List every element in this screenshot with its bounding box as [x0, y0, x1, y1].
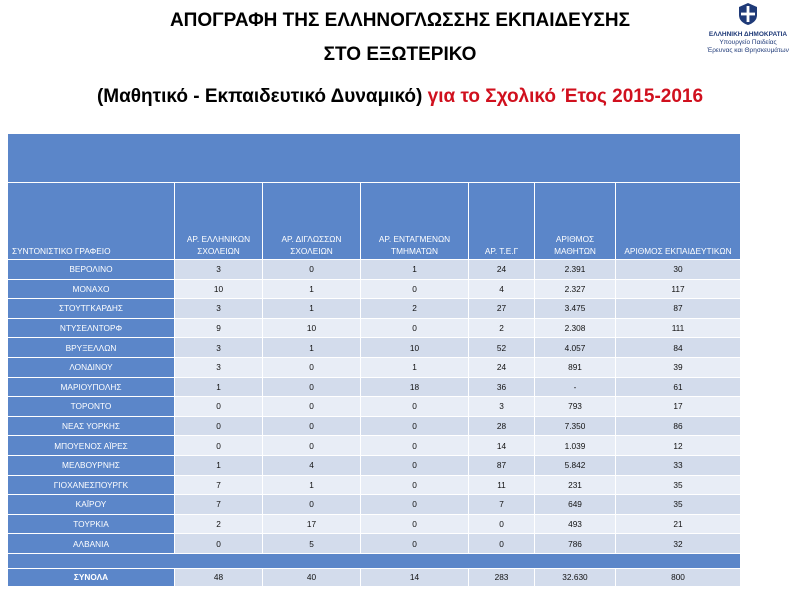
teachers-cell: 84 [616, 338, 741, 358]
greek-schools-cell: 3 [175, 357, 263, 377]
bilingual-schools-cell: 1 [263, 338, 361, 358]
office-name-cell: ΤΟΥΡΚΙΑ [8, 514, 175, 534]
office-name-cell: ΣΤΟΥΤΓΚΑΡΔΗΣ [8, 299, 175, 319]
teg-cell: 24 [469, 357, 535, 377]
logo-text-line-2: Υπουργείο Παιδείας [719, 39, 777, 46]
greek-schools-cell: 0 [175, 397, 263, 417]
subtitle-black-part: (Μαθητικό - Εκπαιδευτικό Δυναμικό) [96, 86, 423, 107]
students-cell: 2.308 [535, 318, 616, 338]
table-spacer [8, 553, 741, 568]
integrated-classes-cell: 0 [361, 475, 469, 495]
statistics-table [7, 133, 741, 587]
integrated-classes-cell: 10 [361, 338, 469, 358]
table-row [8, 514, 741, 534]
teachers-cell: 12 [616, 436, 741, 456]
page-subtitle [0, 86, 800, 108]
column-header-greek-schools: ΑΡ. ΕΛΛΗΝΙΚΩΝ ΣΧΟΛΕΙΩΝ [175, 183, 263, 260]
teg-cell: 0 [469, 534, 535, 554]
teachers-cell: 86 [616, 416, 741, 436]
subtitle-red-part: για το Σχολικό Έτος 2015-2016 [427, 86, 704, 107]
totals-label: ΣΥΝΟΛΑ [8, 568, 175, 586]
teachers-cell: 39 [616, 357, 741, 377]
office-name-cell: ΚΑΪΡΟΥ [8, 495, 175, 515]
column-header-teachers: ΑΡΙΘΜΟΣ ΕΚΠΑΙΔΕΥΤΙΚΩΝ [616, 183, 741, 260]
integrated-classes-cell: 0 [361, 416, 469, 436]
page-title-line-1: ΑΠΟΓΡΑΦΗ ΤΗΣ ΕΛΛΗΝΟΓΛΩΣΣΗΣ ΕΚΠΑΙΔΕΥΣΗΣ [169, 10, 631, 31]
total-teachers-cell: 800 [616, 568, 741, 586]
students-cell: 231 [535, 475, 616, 495]
greek-schools-cell: 7 [175, 495, 263, 515]
total-bilingual-schools-cell: 40 [263, 568, 361, 586]
teg-cell: 2 [469, 318, 535, 338]
teachers-cell: 61 [616, 377, 741, 397]
office-name-cell: ΛΟΝΔΙΝΟΥ [8, 357, 175, 377]
table-row [8, 416, 741, 436]
table-row [8, 260, 741, 280]
table-row [8, 495, 741, 515]
integrated-classes-cell: 1 [361, 260, 469, 280]
teg-cell: 28 [469, 416, 535, 436]
greek-schools-cell: 0 [175, 416, 263, 436]
integrated-classes-cell: 18 [361, 377, 469, 397]
greek-schools-cell: 9 [175, 318, 263, 338]
office-name-cell: ΤΟΡΟΝΤΟ [8, 397, 175, 417]
totals-row [8, 568, 741, 586]
students-cell: 2.327 [535, 279, 616, 299]
column-header-bilingual-schools: ΑΡ. ΔΙΓΛΩΣΣΩΝ ΣΧΟΛΕΙΩΝ [263, 183, 361, 260]
table-row [8, 475, 741, 495]
greek-schools-cell: 1 [175, 455, 263, 475]
greek-schools-cell: 3 [175, 338, 263, 358]
integrated-classes-cell: 0 [361, 455, 469, 475]
logo-text-line-1: ΕΛΛΗΝΙΚΗ ΔΗΜΟΚΡΑΤΙΑ [708, 31, 788, 38]
teg-cell: 11 [469, 475, 535, 495]
greek-schools-cell: 1 [175, 377, 263, 397]
teachers-cell: 30 [616, 260, 741, 280]
greek-schools-cell: 3 [175, 260, 263, 280]
students-cell: 493 [535, 514, 616, 534]
bilingual-schools-cell: 1 [263, 299, 361, 319]
teg-cell: 27 [469, 299, 535, 319]
bilingual-schools-cell: 0 [263, 495, 361, 515]
teachers-cell: 35 [616, 495, 741, 515]
teachers-cell: 21 [616, 514, 741, 534]
table-banner-row [8, 134, 741, 183]
greek-schools-cell: 2 [175, 514, 263, 534]
bilingual-schools-cell: 0 [263, 377, 361, 397]
integrated-classes-cell: 0 [361, 495, 469, 515]
table-header-row [8, 183, 741, 260]
table-row [8, 455, 741, 475]
total-students-cell: 32.630 [535, 568, 616, 586]
students-cell: 3.475 [535, 299, 616, 319]
column-header-office: ΣΥΝΤΟΝΙΣΤΙΚΟ ΓΡΑΦΕΙΟ [8, 183, 175, 260]
students-cell: - [535, 377, 616, 397]
table-row [8, 377, 741, 397]
students-cell: 2.391 [535, 260, 616, 280]
students-cell: 1.039 [535, 436, 616, 456]
integrated-classes-cell: 0 [361, 397, 469, 417]
teachers-cell: 117 [616, 279, 741, 299]
bilingual-schools-cell: 4 [263, 455, 361, 475]
office-name-cell: ΜΕΛΒΟΥΡΝΗΣ [8, 455, 175, 475]
column-header-students: ΑΡΙΘΜΟΣ ΜΑΘΗΤΩΝ [535, 183, 616, 260]
column-header-integrated-classes: ΑΡ. ΕΝΤΑΓΜΕΝΩΝ ΤΜΗΜΑΤΩΝ [361, 183, 469, 260]
ministry-logo [700, 2, 796, 55]
table-row [8, 357, 741, 377]
integrated-classes-cell: 0 [361, 436, 469, 456]
teg-cell: 87 [469, 455, 535, 475]
table-spacer-row [8, 553, 741, 568]
bilingual-schools-cell: 5 [263, 534, 361, 554]
office-name-cell: ΜΠΟΥΕΝΟΣ ΑΪΡΕΣ [8, 436, 175, 456]
teachers-cell: 35 [616, 475, 741, 495]
teg-cell: 52 [469, 338, 535, 358]
greek-schools-cell: 0 [175, 534, 263, 554]
office-name-cell: ΓΙΟΧΑΝΕΣΠΟΥΡΓΚ [8, 475, 175, 495]
teachers-cell: 33 [616, 455, 741, 475]
total-integrated-classes-cell: 14 [361, 568, 469, 586]
logo-text-line-3: Έρευνας και Θρησκευμάτων [707, 47, 789, 54]
integrated-classes-cell: 0 [361, 514, 469, 534]
bilingual-schools-cell: 1 [263, 475, 361, 495]
table-row [8, 279, 741, 299]
office-name-cell: ΜΟΝΑΧΟ [8, 279, 175, 299]
students-cell: 5.842 [535, 455, 616, 475]
page-title-line-2: ΣΤΟ ΕΞΩΤΕΡΙΚΟ [323, 44, 477, 65]
greek-schools-cell: 0 [175, 436, 263, 456]
integrated-classes-cell: 0 [361, 279, 469, 299]
integrated-classes-cell: 0 [361, 534, 469, 554]
students-cell: 649 [535, 495, 616, 515]
teg-cell: 7 [469, 495, 535, 515]
office-name-cell: ΑΛΒΑΝΙΑ [8, 534, 175, 554]
office-name-cell: ΝΤΥΣΕΛΝΤΟΡΦ [8, 318, 175, 338]
office-name-cell: ΜΑΡΙΟΥΠΟΛΗΣ [8, 377, 175, 397]
table-row [8, 318, 741, 338]
integrated-classes-cell: 2 [361, 299, 469, 319]
students-cell: 786 [535, 534, 616, 554]
total-greek-schools-cell: 48 [175, 568, 263, 586]
bilingual-schools-cell: 1 [263, 279, 361, 299]
integrated-classes-cell: 0 [361, 318, 469, 338]
table-banner [8, 134, 741, 183]
bilingual-schools-cell: 0 [263, 260, 361, 280]
column-header-teg: ΑΡ. Τ.Ε.Γ [469, 183, 535, 260]
teg-cell: 0 [469, 514, 535, 534]
table-row [8, 534, 741, 554]
teachers-cell: 17 [616, 397, 741, 417]
total-teg-cell: 283 [469, 568, 535, 586]
students-cell: 793 [535, 397, 616, 417]
students-cell: 7.350 [535, 416, 616, 436]
bilingual-schools-cell: 0 [263, 397, 361, 417]
table-row [8, 299, 741, 319]
greek-schools-cell: 3 [175, 299, 263, 319]
office-name-cell: ΝΕΑΣ ΥΟΡΚΗΣ [8, 416, 175, 436]
students-cell: 4.057 [535, 338, 616, 358]
greek-schools-cell: 7 [175, 475, 263, 495]
office-name-cell: ΒΕΡΟΛΙΝΟ [8, 260, 175, 280]
bilingual-schools-cell: 0 [263, 357, 361, 377]
table-row [8, 436, 741, 456]
bilingual-schools-cell: 0 [263, 436, 361, 456]
table-row [8, 397, 741, 417]
greek-schools-cell: 10 [175, 279, 263, 299]
office-name-cell: ΒΡΥΞΕΛΛΩΝ [8, 338, 175, 358]
teachers-cell: 111 [616, 318, 741, 338]
teg-cell: 3 [469, 397, 535, 417]
teg-cell: 24 [469, 260, 535, 280]
teg-cell: 14 [469, 436, 535, 456]
greek-emblem-icon [737, 2, 759, 26]
bilingual-schools-cell: 17 [263, 514, 361, 534]
teg-cell: 4 [469, 279, 535, 299]
teachers-cell: 32 [616, 534, 741, 554]
teg-cell: 36 [469, 377, 535, 397]
table-row [8, 338, 741, 358]
bilingual-schools-cell: 0 [263, 416, 361, 436]
students-cell: 891 [535, 357, 616, 377]
bilingual-schools-cell: 10 [263, 318, 361, 338]
integrated-classes-cell: 1 [361, 357, 469, 377]
teachers-cell: 87 [616, 299, 741, 319]
